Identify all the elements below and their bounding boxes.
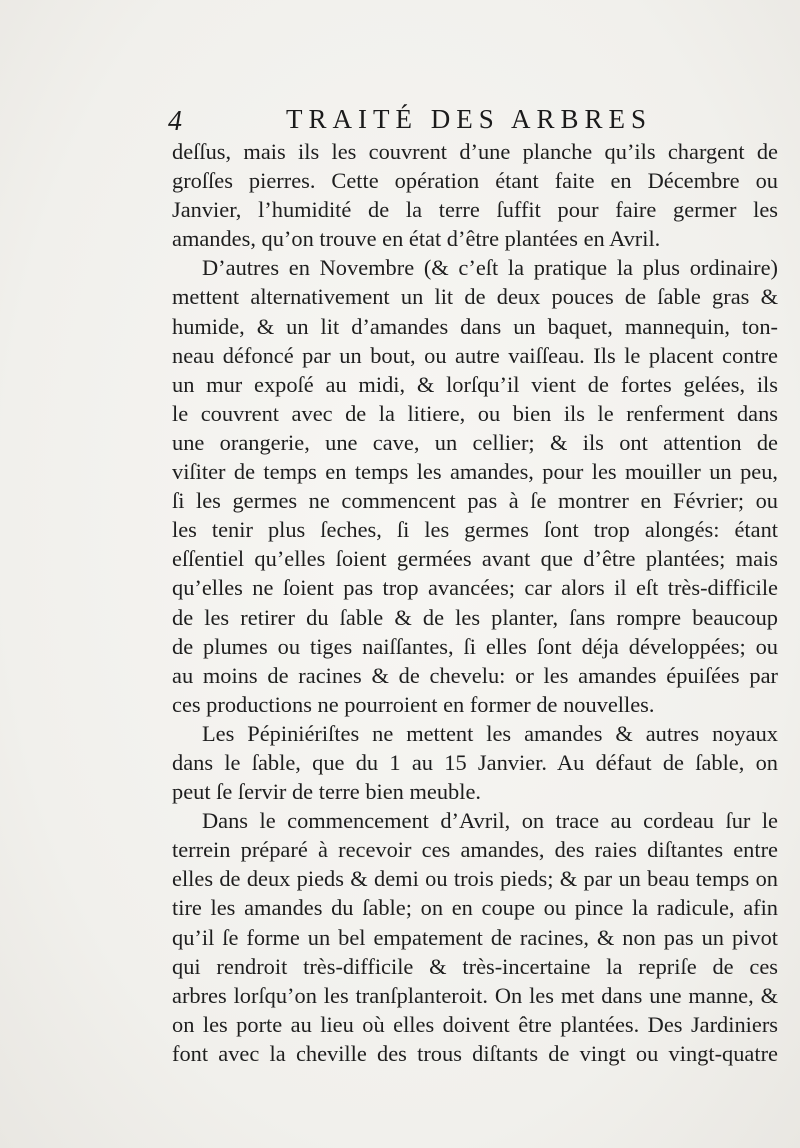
text-line: qui rendroit très-difficile & très-incertaine la repriſe de ces xyxy=(172,953,778,979)
paragraph xyxy=(172,253,778,719)
text-line: groſſes pierres. Cette opération étant faite en Décembre ou xyxy=(172,168,778,194)
text-line: viſiter de temps en temps les amandes, pour les mouiller un peu, xyxy=(172,459,778,485)
text-line: terrein préparé à recevoir ces amandes, des raies diſtantes entre xyxy=(172,837,778,863)
text-line: amandes, qu’on trouve en état d’être plantées en Avril. xyxy=(172,226,661,252)
text-line: Dans le commencement d’Avril, on trace au cordeau ſur le xyxy=(202,808,778,834)
text-line: eſſentiel qu’elles ſoient germées avant que d’être plantées; mais xyxy=(172,546,778,572)
text-line: au moins de racines & de chevelu: or les amandes épuiſées par xyxy=(172,662,778,688)
text-line: Janvier, l’humidité de la terre ſuffit pour faire germer les xyxy=(172,197,778,223)
text-line: le couvrent avec de la litiere, ou bien ils le renferment dans xyxy=(172,400,778,426)
text-line: deſſus, mais ils les couvrent d’une planche qu’ils chargent de xyxy=(172,139,778,164)
text-line: mettent alternativement un lit de deux pouces de ſable gras & xyxy=(172,284,778,310)
text-line: les tenir plus ſeches, ſi les germes ſont trop alongés: étant xyxy=(172,517,778,543)
running-title: TRAITÉ DES ARBRES xyxy=(286,104,653,134)
text-line: ſi les germes ne commencent pas à ſe montrer en Février; ou xyxy=(172,488,778,514)
text-line: Les Pépiniériſtes ne mettent les amandes & autres noyaux xyxy=(202,720,778,746)
text-line: ces productions ne pourroient en former de nouvelles. xyxy=(172,691,655,717)
text-line: on les porte au lieu où elles doivent être plantées. Des Jardiniers xyxy=(172,1011,778,1037)
text-line: de les retirer du ſable & de les planter, ſans rompre beaucoup xyxy=(172,604,778,630)
text-line: humide, & un lit d’amandes dans un baquet, mannequin, ton- xyxy=(172,313,778,339)
paragraph xyxy=(172,137,778,253)
text-line: de plumes ou tiges naiſſantes, ſi elles ſont déja développées; ou xyxy=(172,633,778,659)
text-line: font avec la cheville des trous diſtants de vingt ou vingt-quatre xyxy=(172,1040,778,1066)
paragraph xyxy=(172,806,778,1068)
text-line: qu’elles ne ſoient pas trop avancées; car alors il eſt très-difficile xyxy=(172,575,778,601)
text-line: un mur expoſé au midi, & lorſqu’il vient de fortes gelées, ils xyxy=(172,371,778,397)
text-line: une orangerie, une cave, un cellier; & ils ont attention de xyxy=(172,429,778,455)
body-text xyxy=(172,137,778,1068)
text-line: qu’il ſe forme un bel empatement de racines, & non pas un pivot xyxy=(172,924,778,950)
text-line: neau défoncé par un bout, ou autre vaiſſeau. Ils le placent contre xyxy=(172,342,778,368)
paragraph xyxy=(172,719,778,806)
text-line: tire les amandes du ſable; on en coupe ou pince la radicule, afin xyxy=(172,895,778,921)
page-header xyxy=(168,102,768,138)
text-line: arbres lorſqu’on les tranſplanteroit. On les met dans une manne, & xyxy=(172,982,778,1008)
page-number: 4 xyxy=(168,106,182,137)
text-line: D’autres en Novembre (& c’eſt la pratique la plus ordinaire) xyxy=(202,255,778,281)
text-line: peut ſe ſervir de terre bien meuble. xyxy=(172,779,481,805)
text-line: dans le ſable, que du 1 au 15 Janvier. Au défaut de ſable, on xyxy=(172,749,778,775)
text-line: elles de deux pieds & demi ou trois pieds; & par un beau temps on xyxy=(172,866,778,892)
